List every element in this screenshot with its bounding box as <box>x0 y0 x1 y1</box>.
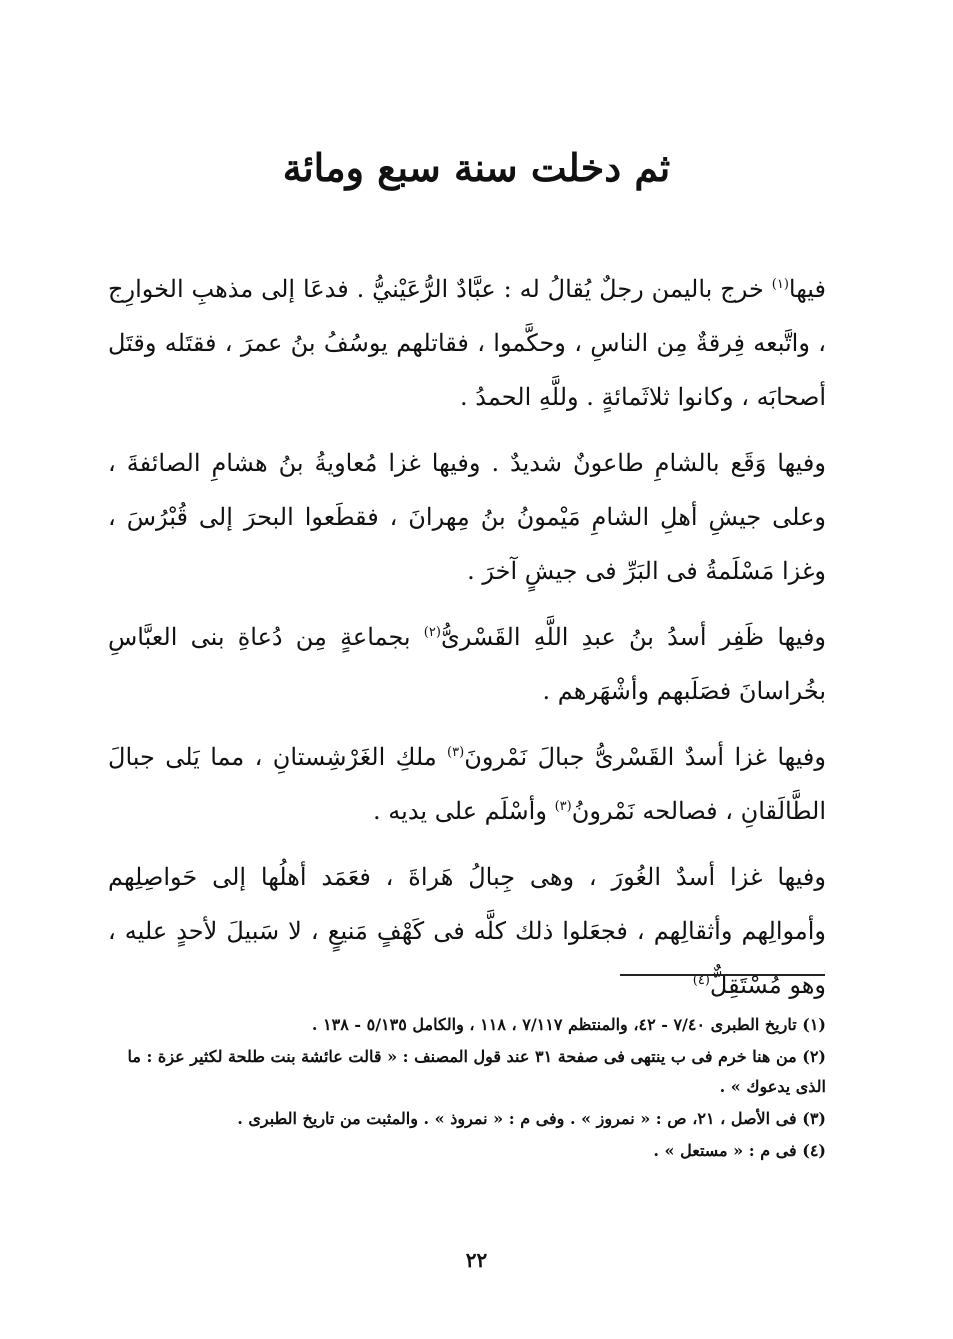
footnote-marker: (٤) <box>692 973 710 988</box>
paragraph <box>108 850 826 1012</box>
footnote-marker: (١) <box>771 277 789 292</box>
footnote-marker: (٣) <box>447 745 465 760</box>
paragraph-text: وأسْلَم على يديه . <box>373 797 555 825</box>
paragraph-text: وفيها غزا أسدٌ القَسْرىُّ جبالَ نَمْرونَ <box>464 743 826 771</box>
footnote-marker: (٢) <box>423 625 441 640</box>
page-number: ٢٢ <box>465 1248 488 1272</box>
paragraph-text: وفيها وَقَع بالشامِ طاعونٌ شديدٌ . وفيها غزا مُعاويةُ بنُ هشامِ الصائفةَ ، وعلى جيشِ أهلِ الشامِ مَيْمونُ بنُ مِهرانَ ، فقطَعوا البحرَ إلى قُبْرُسَ ، وغزا مَسْلَمةُ فى البَرِّ فى جيشٍ آخرَ . <box>108 449 826 585</box>
paragraph-text: وفيها غزا أسدٌ الغُورَ ، وهى جِبالُ هَراةَ ، فعَمَد أهلُها إلى حَواصِلِهم وأموالِهم وأثقالِهم ، فجعَلوا ذلك كلَّه فى كَهْفٍ مَنيعٍ ، لا سَبيلَ لأحدٍ عليه ، وهو مُسْتَقِلٌّ <box>108 863 826 999</box>
paragraph <box>108 730 826 838</box>
footnote-separator <box>620 974 825 976</box>
footnote: (٤) فى م : « مستعل » . <box>653 1141 826 1160</box>
paragraph-text: بجماعةٍ مِن دُعاةِ بنى العبَّاسِ بخُراسانَ فصَلَبهم وأشْهَرهم . <box>108 623 826 705</box>
paragraph-text: فيها <box>788 275 826 303</box>
footnote: (٢) من هنا خرم فى ب ينتهى فى صفحة ٣١ عند قول المصنف : « قالت عائشة بنت طلحة لكثير عزة : ما الذى يدعوك » . <box>127 1047 826 1096</box>
footnote: (٣) فى الأصل ، ٢١، ص : « نمروز » . وفى م : « نمروذ » . والمثبت من تاريخ الطبرى . <box>237 1109 826 1128</box>
paragraph <box>108 436 826 598</box>
paragraph <box>108 262 826 424</box>
footnote: (١) تاريخ الطبرى ٧/٤٠ - ٤٢، والمنتظم ٧/١١٧ ، ١١٨ ، والكامل ٥/١٣٥ - ١٣٨ . <box>311 1015 826 1034</box>
footnotes <box>108 1010 826 1168</box>
paragraph <box>108 610 826 718</box>
paragraph-text: وفيها ظَفِر أسدُ بنُ عبدِ اللَّهِ القَسْرىُّ <box>440 623 827 651</box>
paragraph-text: ملكِ الغَرْشِستانِ ، مما يَلى جبالَ الطَّالَقانِ ، فصالحه نَمْرونُ <box>108 743 826 825</box>
paragraph-text: خرج باليمن رجلٌ يُقالُ له : عبَّادٌ الرُّعَيْنيُّ . فدعَا إلى مذهبِ الخوارِج ، واتَّبعه فِرقةٌ مِن الناسِ ، وحكَّموا ، فقاتلهم يوسُفُ بنُ عمرَ ، فقتَله وقتَل أصحابَه ، وكانوا ثلاثَمائةٍ . وللَّهِ الحمدُ . <box>108 275 826 411</box>
page-title: ثم دخلت سنة سبع ومائة <box>282 145 671 190</box>
main-text <box>108 262 826 1024</box>
footnote-marker: (٣) <box>554 799 572 814</box>
